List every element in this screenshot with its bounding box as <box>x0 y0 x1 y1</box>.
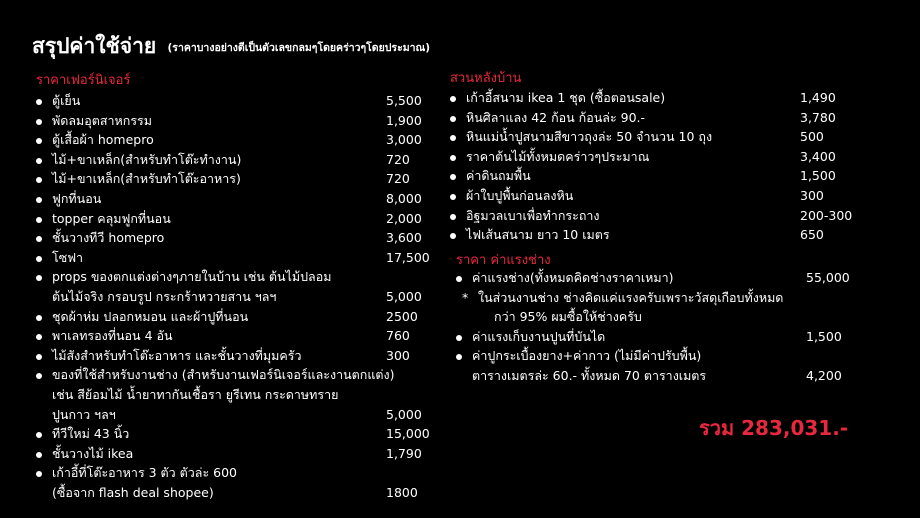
furniture-item <box>36 287 446 307</box>
labor-item <box>456 366 876 386</box>
furniture-item-amount: 8,000 <box>386 190 422 206</box>
furniture-item-name: ไม้+ขาเหล็ก(สำหรับทำโต๊ะทำงาน) <box>52 151 242 167</box>
garden-item-amount: 200-300 <box>800 207 853 223</box>
bullet-icon <box>36 197 42 203</box>
garden-item <box>450 166 870 186</box>
furniture-item <box>36 91 446 111</box>
furniture-item-amount: 3,600 <box>386 230 422 246</box>
garden-item-name: ค่าดินถมพื้น <box>466 168 531 184</box>
furniture-item <box>36 267 446 287</box>
furniture-item <box>36 189 446 209</box>
garden-heading: สวนหลังบ้าน <box>450 71 522 86</box>
garden-item-name: ราคาต้นไม้ทั้งหมดคร่าวๆประมาณ <box>466 148 650 164</box>
furniture-item-name: เก้าอี้ที่โต๊ะอาหาร 3 ตัว ตัวล่ะ 600 <box>52 465 238 481</box>
bullet-icon <box>36 471 42 477</box>
page-title <box>32 30 430 63</box>
furniture-item-amount: 720 <box>386 151 410 167</box>
furniture-item <box>36 228 446 248</box>
labor-list <box>456 268 876 386</box>
furniture-heading: ราคาเฟอร์นิเจอร์ <box>36 73 131 88</box>
furniture-item <box>36 130 446 150</box>
furniture-item-amount: 1,900 <box>386 112 422 128</box>
garden-item-name: หินแม่น้ำปูสนามสีขาวถุงล่ะ 50 จำนวน 10 ถุง <box>466 129 713 145</box>
garden-item-amount: 300 <box>800 187 824 203</box>
furniture-item <box>36 385 446 405</box>
furniture-item-name: topper คลุมฟูกที่นอน <box>52 210 171 226</box>
bullet-icon <box>456 335 462 341</box>
furniture-item <box>36 346 446 366</box>
furniture-item-name: ไม้สังสำหรับทำโต๊ะอาหาร และชั้นวางที่มุมครัว <box>52 347 302 363</box>
furniture-item-amount: 17,500 <box>386 249 430 265</box>
labor-item-name: ตารางเมตรล่ะ 60.- ทั้งหมด 70 ตารางเมตร <box>472 367 707 383</box>
labor-heading: ราคา ค่าแรงช่าง <box>456 253 551 268</box>
garden-item <box>450 206 870 226</box>
bullet-icon <box>36 432 42 438</box>
furniture-item-name: (ซื้อจาก flash deal shopee) <box>52 484 214 500</box>
furniture-item <box>36 111 446 131</box>
bullet-icon <box>450 174 456 180</box>
labor-item <box>456 346 876 366</box>
labor-item <box>456 288 876 308</box>
garden-item-name: หินศิลาแลง 42 ก้อน ก้อนล่ะ 90.- <box>466 109 646 125</box>
garden-item <box>450 88 870 108</box>
furniture-item <box>36 307 446 327</box>
furniture-item-name: props ของตกแต่งต่างๆภายในบ้าน เช่น ต้นไม้ปลอม <box>52 269 332 285</box>
bullet-icon <box>450 214 456 220</box>
furniture-item-name: ตู้เย็น <box>52 93 81 108</box>
garden-item-amount: 650 <box>800 227 824 243</box>
furniture-item <box>36 150 446 170</box>
furniture-item-name: ฟูกที่นอน <box>52 190 102 206</box>
garden-list <box>450 88 870 245</box>
furniture-item-name: ของที่ใช้สำหรับงานช่าง (สำหรับงานเฟอร์นิเจอร์และงานตกแต่ง) <box>52 367 395 383</box>
garden-item <box>450 127 870 147</box>
furniture-item-name: ชั้นวางไม้ ikea <box>52 445 134 461</box>
garden-item-amount: 1,490 <box>800 90 836 105</box>
labor-item-name: ค่าแรงช่าง(ทั้งหมดคิดช่างราคาเหมา) <box>472 270 674 285</box>
furniture-item-amount: 15,000 <box>386 426 430 442</box>
bullet-icon <box>36 373 42 379</box>
garden-item <box>450 186 870 206</box>
bullet-icon <box>36 99 42 105</box>
furniture-item-amount: 720 <box>386 171 410 187</box>
furniture-item <box>36 365 446 385</box>
furniture-item-amount: 1,790 <box>386 445 422 461</box>
bullet-icon <box>450 194 456 200</box>
furniture-item <box>36 405 446 425</box>
bullet-icon <box>36 315 42 321</box>
garden-item <box>450 108 870 128</box>
furniture-item <box>36 444 446 464</box>
furniture-item-amount: 5,000 <box>386 288 422 304</box>
bullet-icon <box>456 276 462 282</box>
furniture-item-name: ต้นไม้จริง กรอบรูป กระกร้าหวายสาน ฯลฯ <box>52 288 277 304</box>
furniture-item-amount: 2,000 <box>386 210 422 226</box>
furniture-item-name: เช่น สีย้อมไม้ น้ำยาทากันเชื้อรา ยูรีเทน กระดาษทราย <box>52 386 339 402</box>
bullet-icon <box>36 119 42 125</box>
bullet-icon <box>450 155 456 161</box>
total-amount: รวม 283,031.- <box>699 416 849 440</box>
furniture-item-name: โซฟา <box>52 249 84 265</box>
bullet-icon <box>36 177 42 183</box>
garden-item-amount: 1,500 <box>800 168 836 184</box>
bullet-icon <box>36 158 42 164</box>
title-text: สรุปค่าใช้จ่าย <box>32 34 157 58</box>
furniture-item-amount: 300 <box>386 347 410 363</box>
furniture-item-name: ตู้เสื้อผ้า homepro <box>52 132 154 148</box>
labor-item <box>456 307 876 327</box>
furniture-item <box>36 169 446 189</box>
furniture-item-amount: 3,000 <box>386 132 422 148</box>
furniture-item-amount: 1800 <box>386 484 418 500</box>
bullet-icon <box>450 135 456 141</box>
bullet-icon <box>450 116 456 122</box>
furniture-item-amount: 5,500 <box>386 93 422 108</box>
furniture-item-name: ไม้+ขาเหล็ก(สำหรับทำโต๊ะอาหาร) <box>52 171 241 187</box>
bullet-icon <box>450 233 456 239</box>
labor-item-amount: 1,500 <box>806 328 842 344</box>
furniture-item-name: ชั้นวางทีวี homepro <box>52 230 165 246</box>
furniture-item <box>36 424 446 444</box>
bullet-icon <box>36 354 42 360</box>
labor-item-name: ในส่วนงานช่าง ช่างคิดแค่แรงครับเพราะวัสดุเกือบทั้งหมด <box>478 289 784 305</box>
garden-item-amount: 3,400 <box>800 148 836 164</box>
garden-item-amount: 500 <box>800 129 824 145</box>
bullet-icon <box>36 236 42 242</box>
bullet-icon <box>450 96 456 102</box>
garden-item <box>450 147 870 167</box>
asterisk-icon: * <box>462 289 469 305</box>
garden-item-name: ผ้าใบปูพื้นก่อนลงหิน <box>466 187 574 203</box>
bullet-icon <box>456 354 462 360</box>
garden-item-name: อิฐมวลเบาเพื่อทำกระถาง <box>466 207 600 223</box>
bullet-icon <box>36 452 42 458</box>
furniture-item-name: ชุดผ้าห่ม ปลอกหมอน และผ้าปูที่นอน <box>52 308 249 324</box>
subtitle-text: (ราคาบางอย่างตีเป็นตัวเลขกลมๆโดยคร่าวๆโดยประมาณ) <box>167 42 431 54</box>
furniture-item <box>36 209 446 229</box>
furniture-item-amount: 5,000 <box>386 406 422 422</box>
furniture-item-name: ทีวีใหม่ 43 นิ้ว <box>52 426 130 442</box>
labor-item-name: กว่า 95% ผมซื้อให้ช่างครับ <box>494 309 642 325</box>
bullet-icon <box>36 217 42 223</box>
furniture-item-amount: 2500 <box>386 308 418 324</box>
furniture-item-name: ปูนกาว ฯลฯ <box>52 406 116 422</box>
bullet-icon <box>36 256 42 262</box>
garden-item-name: ไฟเส้นสนาม ยาว 10 เมตร <box>466 227 610 243</box>
bullet-icon <box>36 138 42 144</box>
furniture-item <box>36 326 446 346</box>
garden-item-name: เก้าอี้สนาม ikea 1 ชุด (ซื้อตอนsale) <box>466 90 666 105</box>
labor-item <box>456 268 876 288</box>
furniture-item-name: พาเลทรองที่นอน 4 อัน <box>52 328 173 344</box>
furniture-item <box>36 248 446 268</box>
garden-item <box>450 225 870 245</box>
labor-item-amount: 55,000 <box>806 270 850 285</box>
furniture-item <box>36 483 446 503</box>
labor-item-name: ค่าแรงเก็บงานปูนที่บันได <box>472 328 606 344</box>
garden-item-amount: 3,780 <box>800 109 836 125</box>
labor-item <box>456 327 876 347</box>
bullet-icon <box>36 275 42 281</box>
labor-item-name: ค่าปูกระเบื้องยาง+ค่ากาว (ไม่มีค่าปรับพื้น) <box>472 348 702 364</box>
labor-item-amount: 4,200 <box>806 367 842 383</box>
furniture-list <box>36 91 446 502</box>
furniture-item <box>36 463 446 483</box>
bullet-icon <box>36 334 42 340</box>
furniture-item-name: พัดลมอุตสาหกรรม <box>52 112 153 128</box>
furniture-item-amount: 760 <box>386 328 410 344</box>
